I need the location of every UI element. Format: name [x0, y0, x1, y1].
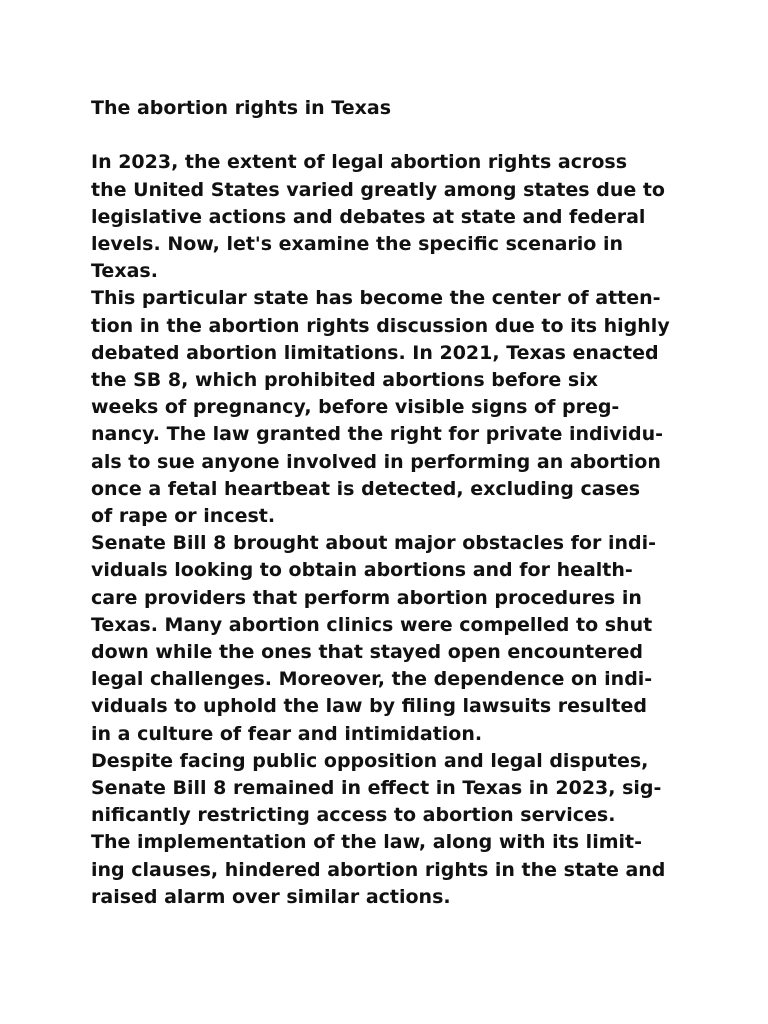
paragraph-line: in a culture of fear and intimidation. — [91, 722, 483, 745]
paragraph-line: Senate Bill 8 remained in effect in Texas in 2023, sig- — [91, 777, 662, 800]
paragraph — [91, 530, 691, 748]
paragraph — [91, 149, 691, 285]
paragraph-line: The implementation of the law, along with its limit- — [91, 831, 642, 854]
paragraph-line: care providers that perform abortion procedures in — [91, 586, 642, 609]
paragraph-line: nificantly restricting access to abortion services. — [91, 804, 616, 827]
paragraph-line: Texas. — [91, 260, 158, 283]
paragraph-line: the United States varied greatly among states due to — [91, 178, 665, 201]
paragraph-line: once a fetal heartbeat is detected, excluding cases — [91, 477, 641, 500]
paragraph-line: Senate Bill 8 brought about major obstacles for indi- — [91, 532, 657, 555]
paragraph-line: Texas. Many abortion clinics were compelled to shut — [91, 613, 653, 636]
document-body — [91, 149, 691, 911]
paragraph-line: viduals looking to obtain abortions and for health- — [91, 559, 633, 582]
paragraph-line: viduals to uphold the law by filing lawsuits resulted — [91, 695, 647, 718]
paragraph-line: nancy. The law granted the right for private individu- — [91, 423, 664, 446]
paragraph-line: This particular state has become the center of atten- — [91, 287, 661, 310]
paragraph — [91, 285, 691, 530]
paragraph-line: raised alarm over similar actions. — [91, 885, 451, 908]
paragraph-line: weeks of pregnancy, before visible signs of preg- — [91, 396, 620, 419]
paragraph-line: debated abortion limitations. In 2021, Texas enacted — [91, 341, 659, 364]
title-spacer — [91, 122, 691, 149]
paragraph-line: tion in the abortion rights discussion due to its highly — [91, 314, 670, 337]
paragraph-line: als to sue anyone involved in performing an abortion — [91, 450, 661, 473]
paragraph-line: of rape or incest. — [91, 505, 276, 528]
paragraph — [91, 748, 691, 911]
paragraph-line: In 2023, the extent of legal abortion rights across — [91, 151, 628, 174]
document-page — [91, 95, 691, 911]
paragraph-line: ing clauses, hindered abortion rights in the state and — [91, 858, 666, 881]
paragraph-line: legal challenges. Moreover, the dependence on indi- — [91, 668, 653, 691]
paragraph-line: down while the ones that stayed open encountered — [91, 641, 643, 664]
paragraph-line: Despite facing public opposition and legal disputes, — [91, 749, 649, 772]
paragraph-line: the SB 8, which prohibited abortions before six — [91, 369, 598, 392]
paragraph-line: levels. Now, let's examine the specific scenario in — [91, 233, 624, 255]
document-title: The abortion rights in Texas — [91, 97, 392, 119]
paragraph-line: legislative actions and debates at state and federal — [91, 205, 646, 228]
